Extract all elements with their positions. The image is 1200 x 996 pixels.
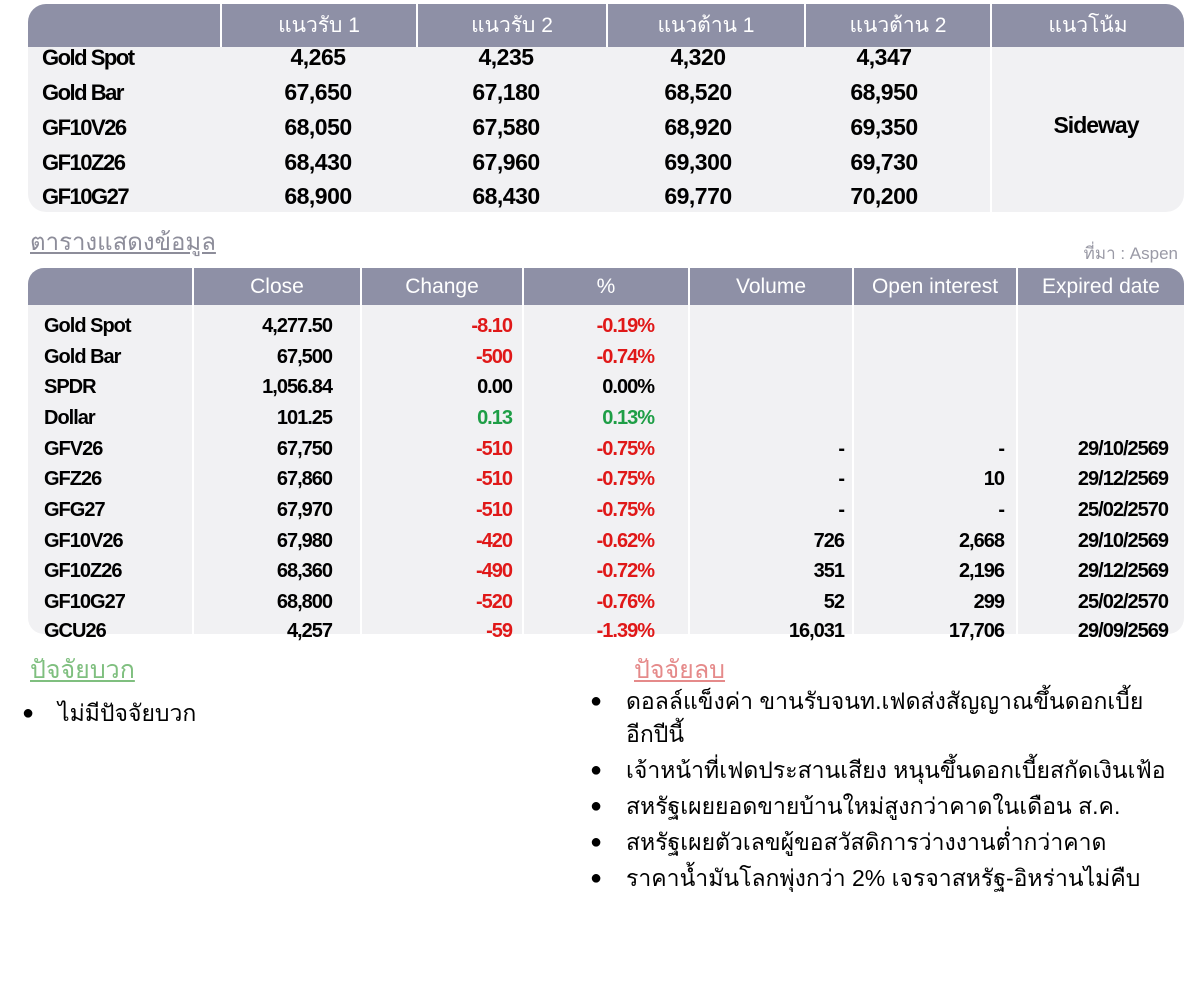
bullet-icon: ● (590, 690, 603, 712)
list-item (590, 826, 1170, 859)
list-item (590, 685, 1170, 751)
row-label: GF10V26 (42, 115, 126, 140)
resistance-1-value: 69,300 (664, 149, 732, 175)
support-2-value: 4,235 (478, 44, 534, 70)
table-row (28, 372, 1184, 403)
table-row (28, 145, 1184, 180)
percent-value: 0.13% (602, 407, 654, 429)
table-row (28, 40, 1184, 75)
resistance-2-value: 68,950 (850, 79, 918, 105)
percent-value: -0.75% (596, 499, 654, 521)
header-volume: Volume (688, 268, 852, 305)
bullet-icon: ● (590, 795, 603, 817)
support-1-value: 4,265 (290, 44, 346, 70)
percent-value: -0.72% (596, 560, 654, 582)
factor-text: ไม่มีปัจจัยบวก (58, 700, 197, 726)
table-row (28, 556, 1184, 587)
factor-text: สหรัฐเผยยอดขายบ้านใหม่สูงกว่าคาดในเดือน ส.ค. (626, 793, 1121, 819)
row-label: SPDR (44, 376, 96, 398)
resistance-1-value: 4,320 (670, 44, 726, 70)
close-value: 101.25 (276, 407, 332, 429)
row-label: GFV26 (44, 438, 103, 460)
open-interest-value: - (998, 438, 1004, 460)
table-row (28, 311, 1184, 342)
factor-text: สหรัฐเผยตัวเลขผู้ขอสวัสดิการว่างงานต่ำกว่าคาด (626, 829, 1107, 855)
close-value: 4,257 (286, 620, 332, 642)
support-2-value: 67,960 (472, 149, 540, 175)
resistance-1-value: 68,920 (664, 114, 732, 140)
open-interest-value: 17,706 (948, 620, 1004, 642)
header-change: Change (360, 268, 522, 305)
table-row (28, 342, 1184, 373)
header-open-interest: Open interest (852, 268, 1016, 305)
support-2-value: 67,580 (472, 114, 540, 140)
row-label: GF10G27 (44, 591, 125, 613)
close-value: 67,970 (276, 499, 332, 521)
close-value: 67,860 (276, 468, 332, 490)
factor-text: เจ้าหน้าที่เฟดประสานเสียง หนุนขึ้นดอกเบี้ยสกัดเงินเฟ้อ (626, 757, 1166, 783)
open-interest-value: 2,196 (958, 560, 1004, 582)
row-label: GF10V26 (44, 530, 123, 552)
negative-factors-title: ปัจจัยลบ (634, 656, 726, 684)
change-value: -510 (475, 499, 512, 521)
row-label: GFZ26 (44, 468, 102, 490)
volume-value: 726 (813, 530, 844, 552)
source-label: ที่มา : Aspen (1083, 244, 1178, 263)
header-resistance-2: แนวต้าน 2 (804, 4, 990, 47)
market-data-table (28, 268, 1184, 642)
change-value: -510 (475, 468, 512, 490)
expired-date-value: 25/02/2570 (1077, 591, 1168, 613)
resistance-2-value: 70,200 (850, 183, 918, 209)
open-interest-value: 10 (983, 468, 1004, 490)
open-interest-value: - (998, 499, 1004, 521)
resistance-2-value: 69,350 (850, 114, 918, 140)
bullet-icon: ● (590, 831, 603, 853)
resistance-2-value: 69,730 (850, 149, 918, 175)
row-label: Gold Bar (44, 346, 121, 368)
row-label: GFG27 (44, 499, 105, 521)
header-resistance-1: แนวต้าน 1 (606, 4, 804, 47)
percent-value: -0.75% (596, 468, 654, 490)
support-2-value: 68,430 (472, 183, 540, 209)
support-1-value: 68,050 (284, 114, 352, 140)
support-1-value: 68,900 (284, 183, 352, 209)
percent-value: 0.00% (602, 376, 654, 398)
table-row (28, 587, 1184, 618)
support-2-value: 67,180 (472, 79, 540, 105)
change-value: -420 (475, 530, 512, 552)
close-value: 4,277.50 (262, 315, 332, 337)
resistance-2-value: 4,347 (856, 44, 912, 70)
row-label: Gold Spot (42, 45, 134, 70)
support-1-value: 68,430 (284, 149, 352, 175)
support-1-value: 67,650 (284, 79, 352, 105)
row-label: Dollar (44, 407, 95, 429)
bullet-icon: ● (22, 702, 35, 724)
change-value: 0.13 (477, 407, 512, 429)
trend-value: Sideway (1053, 112, 1139, 138)
close-value: 1,056.84 (262, 376, 332, 398)
expired-date-value: 29/10/2569 (1077, 530, 1168, 552)
list-item (590, 790, 1170, 823)
close-value: 67,980 (276, 530, 332, 552)
table-row (28, 616, 1184, 647)
header-expired-date: Expired date (1016, 268, 1184, 305)
header-support-2: แนวรับ 2 (416, 4, 606, 47)
row-label: Gold Spot (44, 315, 131, 337)
row-label: GF10Z26 (44, 560, 122, 582)
positive-factors-title: ปัจจัยบวก (30, 656, 135, 684)
percent-value: -0.76% (596, 591, 654, 613)
header-percent: % (522, 268, 688, 305)
row-label: GCU26 (44, 620, 106, 642)
bullet-icon: ● (590, 759, 603, 781)
close-value: 67,750 (276, 438, 332, 460)
volume-value: 52 (823, 591, 844, 613)
resistance-1-value: 68,520 (664, 79, 732, 105)
change-value: -500 (475, 346, 512, 368)
header-trend: แนวโน้ม (990, 4, 1184, 47)
negative-factors-list (590, 685, 1170, 898)
percent-value: -0.62% (596, 530, 654, 552)
table-row (28, 434, 1184, 465)
bullet-icon: ● (590, 867, 603, 889)
expired-date-value: 25/02/2570 (1077, 499, 1168, 521)
table-row (28, 495, 1184, 526)
list-item (590, 862, 1170, 895)
section-title: ตารางแสดงข้อมูล (30, 229, 216, 256)
close-value: 68,800 (276, 591, 332, 613)
expired-date-value: 29/09/2569 (1077, 620, 1168, 642)
close-value: 67,500 (276, 346, 332, 368)
change-value: -59 (486, 620, 512, 642)
factor-text: ราคาน้ำมันโลกพุ่งกว่า 2% เจรจาสหรัฐ-อิหร่านไม่คืบ (626, 865, 1141, 891)
header-support-1: แนวรับ 1 (220, 4, 416, 47)
volume-value: - (838, 499, 844, 521)
volume-value: 16,031 (788, 620, 844, 642)
percent-value: -0.75% (596, 438, 654, 460)
close-value: 68,360 (276, 560, 332, 582)
change-value: -490 (475, 560, 512, 582)
open-interest-value: 2,668 (958, 530, 1004, 552)
table-row (28, 179, 1184, 214)
factor-text: ดอลล์แข็งค่า ขานรับจนท.เฟดส่งสัญญาณขึ้นดอกเบี้ยอีกปีนี้ (626, 688, 1144, 747)
percent-value: -1.39% (596, 620, 654, 642)
change-value: -510 (475, 438, 512, 460)
change-value: -520 (475, 591, 512, 613)
row-label: GF10Z26 (42, 150, 125, 175)
table-row (28, 464, 1184, 495)
expired-date-value: 29/10/2569 (1077, 438, 1168, 460)
row-label: Gold Bar (42, 80, 123, 105)
change-value: -8.10 (471, 315, 512, 337)
change-value: 0.00 (477, 376, 512, 398)
market-data-table-header (28, 268, 1184, 305)
resistance-1-value: 69,770 (664, 183, 732, 209)
expired-date-value: 29/12/2569 (1077, 560, 1168, 582)
percent-value: -0.19% (596, 315, 654, 337)
volume-value: - (838, 438, 844, 460)
table-row (28, 403, 1184, 434)
table-row (28, 526, 1184, 557)
volume-value: - (838, 468, 844, 490)
open-interest-value: 299 (973, 591, 1004, 613)
positive-factors-list (22, 697, 522, 730)
list-item (22, 697, 522, 730)
table-row (28, 75, 1184, 110)
list-item (590, 754, 1170, 787)
header-close: Close (192, 268, 360, 305)
volume-value: 351 (813, 560, 844, 582)
row-label: GF10G27 (42, 184, 129, 209)
levels-table (28, 4, 1184, 212)
percent-value: -0.74% (596, 346, 654, 368)
expired-date-value: 29/12/2569 (1077, 468, 1168, 490)
